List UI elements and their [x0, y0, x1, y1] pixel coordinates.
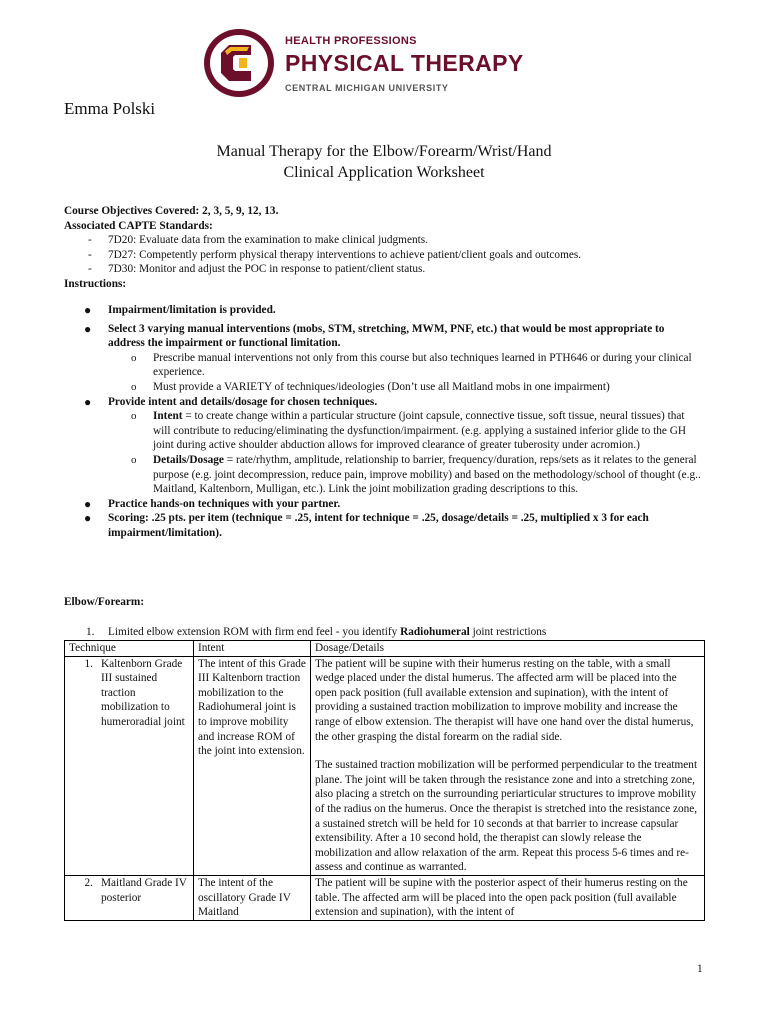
- instructions-list: [64, 303, 704, 541]
- list-item: ● Provide intent and details/dosage for chosen techniques.: [84, 394, 378, 409]
- intervention-table: [64, 640, 705, 921]
- course-objectives: Course Objectives Covered: 2, 3, 5, 9, 12, 13. Associated CAPTE Standards:: [64, 204, 704, 233]
- page-number: 1: [697, 963, 703, 975]
- sub-list-item: o Intent = to create change within a particular structure (joint capsule, connective tissue, soft tissue, neural tissues) that will contribute to reducing/eliminating the dysfunction/impairment. (e.g. applying a sustained inferior glide to the GH joint during active shoulder abduction allows for improved clearance of greater tuberosity under acromion.): [131, 410, 687, 452]
- column-header: Intent: [194, 641, 311, 657]
- cmu-c-logo-icon: [203, 27, 275, 99]
- dosage-cell: The patient will be supine with their humerus resting on the table, with a small wedge placed under the distal humerus. The affected arm will be placed into the open pack position (full available extension and supination), with the intent of providing a sustained traction mobilization to improve mobility and increase the range of elbow extension. The therapist will have one hand over the distal humerus, the other grasping the distal forearm on the radial side. The sustained traction mobilization will be performed perpendicular to the treatment plane. The joint will be taken through the resistance zone and into a stretching zone, also placing a stretch on the surrounding periarticular structures to improve mobility of the radius on the humerus. Once the therapist is stretched into the resistance zone, a sustained stretch will be held for 10 seconds at that barrier to increase capsular extensibility. After a 10 second hold, the therapist can slowly release the mobilization and allow relaxation of the arm. Repeat this process 5-6 times and re-assess and continue as warranted.: [311, 656, 705, 875]
- list-item: ● Practice hands-on techniques with your partner.: [84, 496, 341, 511]
- author-name: Emma Polski: [64, 99, 156, 118]
- table-row: [65, 656, 705, 875]
- bullet-icon: ●: [84, 303, 92, 317]
- capte-heading: Associated CAPTE Standards:: [64, 219, 213, 232]
- intent-cell: The intent of the oscillatory Grade IV Maitland: [194, 875, 311, 920]
- table-header-row: [65, 641, 705, 657]
- list-item: - 7D27: Competently perform physical therapy interventions to achieve patient/client goals and outcomes.: [88, 248, 582, 261]
- list-item: ● Select 3 varying manual interventions (mobs, STM, stretching, MWM, PNF, etc.) that would be most appropriate to address the impairment or functional limitation.: [84, 321, 665, 350]
- bullet-icon: ●: [84, 511, 92, 526]
- circle-bullet-icon: o: [131, 453, 137, 466]
- list-item: ● Scoring: .25 pts. per item (technique = .25, intent for technique = .25, dosage/details = .25, multiplied x 3 for each impairment/limitation).: [84, 511, 649, 539]
- technique-cell: 1. Kaltenborn Grade III sustained traction mobilization to humeroradial joint: [65, 656, 194, 875]
- bullet-icon: ●: [84, 321, 92, 336]
- table-row: [65, 875, 705, 920]
- column-header: Dosage/Details: [311, 641, 705, 657]
- cmu-pt-logo: [203, 27, 553, 99]
- logo-main-text: PHYSICAL THERAPY: [285, 50, 524, 76]
- sub-list-item: o Details/Dosage = rate/rhythm, amplitude, relationship to barrier, frequency/duration, reps/sets as it relates to the general purpose (e.g. joint decompression, reduce pain, improve mobility) and based on the methodology/school of thought (e.g.. Maitland, Kaltenborn, Mulligan, etc.). Link the joint mobilization grading descriptions to this.: [131, 453, 701, 496]
- logo-sub-text: CENTRAL MICHIGAN UNIVERSITY: [285, 83, 449, 93]
- dosage-cell: The patient will be supine with the posterior aspect of their humerus resting on the table. The affected arm will be placed into the open pack position (full available extension and supination), with the intent of: [311, 875, 705, 920]
- logo-wordmark: [285, 35, 524, 94]
- instructions-heading: Instructions:: [64, 278, 127, 290]
- document-subtitle: Clinical Application Worksheet: [283, 164, 485, 181]
- list-item: ● Impairment/limitation is provided.: [84, 303, 276, 317]
- bullet-icon: ●: [84, 496, 92, 511]
- impairment-question: 1. Limited elbow extension ROM with firm end feel - you identify Radiohumeral joint restrictions: [86, 626, 547, 638]
- document-title: Manual Therapy for the Elbow/Forearm/Wrist/Hand: [216, 143, 552, 160]
- list-item: - 7D20: Evaluate data from the examination to make clinical judgments.: [88, 234, 428, 246]
- technique-cell: 2. Maitland Grade IV posterior: [65, 875, 194, 920]
- list-item: - 7D30: Monitor and adjust the POC in response to patient/client status.: [88, 263, 426, 276]
- circle-bullet-icon: o: [131, 351, 137, 364]
- circle-bullet-icon: o: [131, 380, 137, 393]
- capte-standards-list: [64, 233, 704, 277]
- sub-list-item: o Prescribe manual interventions not only from this course but also techniques learned in PTH646 or during your clinical experience.: [131, 351, 692, 379]
- bullet-icon: ●: [84, 394, 92, 409]
- column-header: Technique: [65, 641, 194, 657]
- sub-list-item: o Must provide a VARIETY of techniques/ideologies (Don’t use all Maitland mobs in one impairment): [131, 380, 610, 393]
- circle-bullet-icon: o: [131, 410, 137, 423]
- intent-cell: The intent of this Grade III Kaltenborn traction mobilization to the Radiohumeral joint is to improve mobility and increase ROM of the joint into extension.: [194, 656, 311, 875]
- logo-top-line: HEALTH PROFESSIONS: [285, 35, 417, 47]
- section-heading: Elbow/Forearm:: [64, 596, 145, 608]
